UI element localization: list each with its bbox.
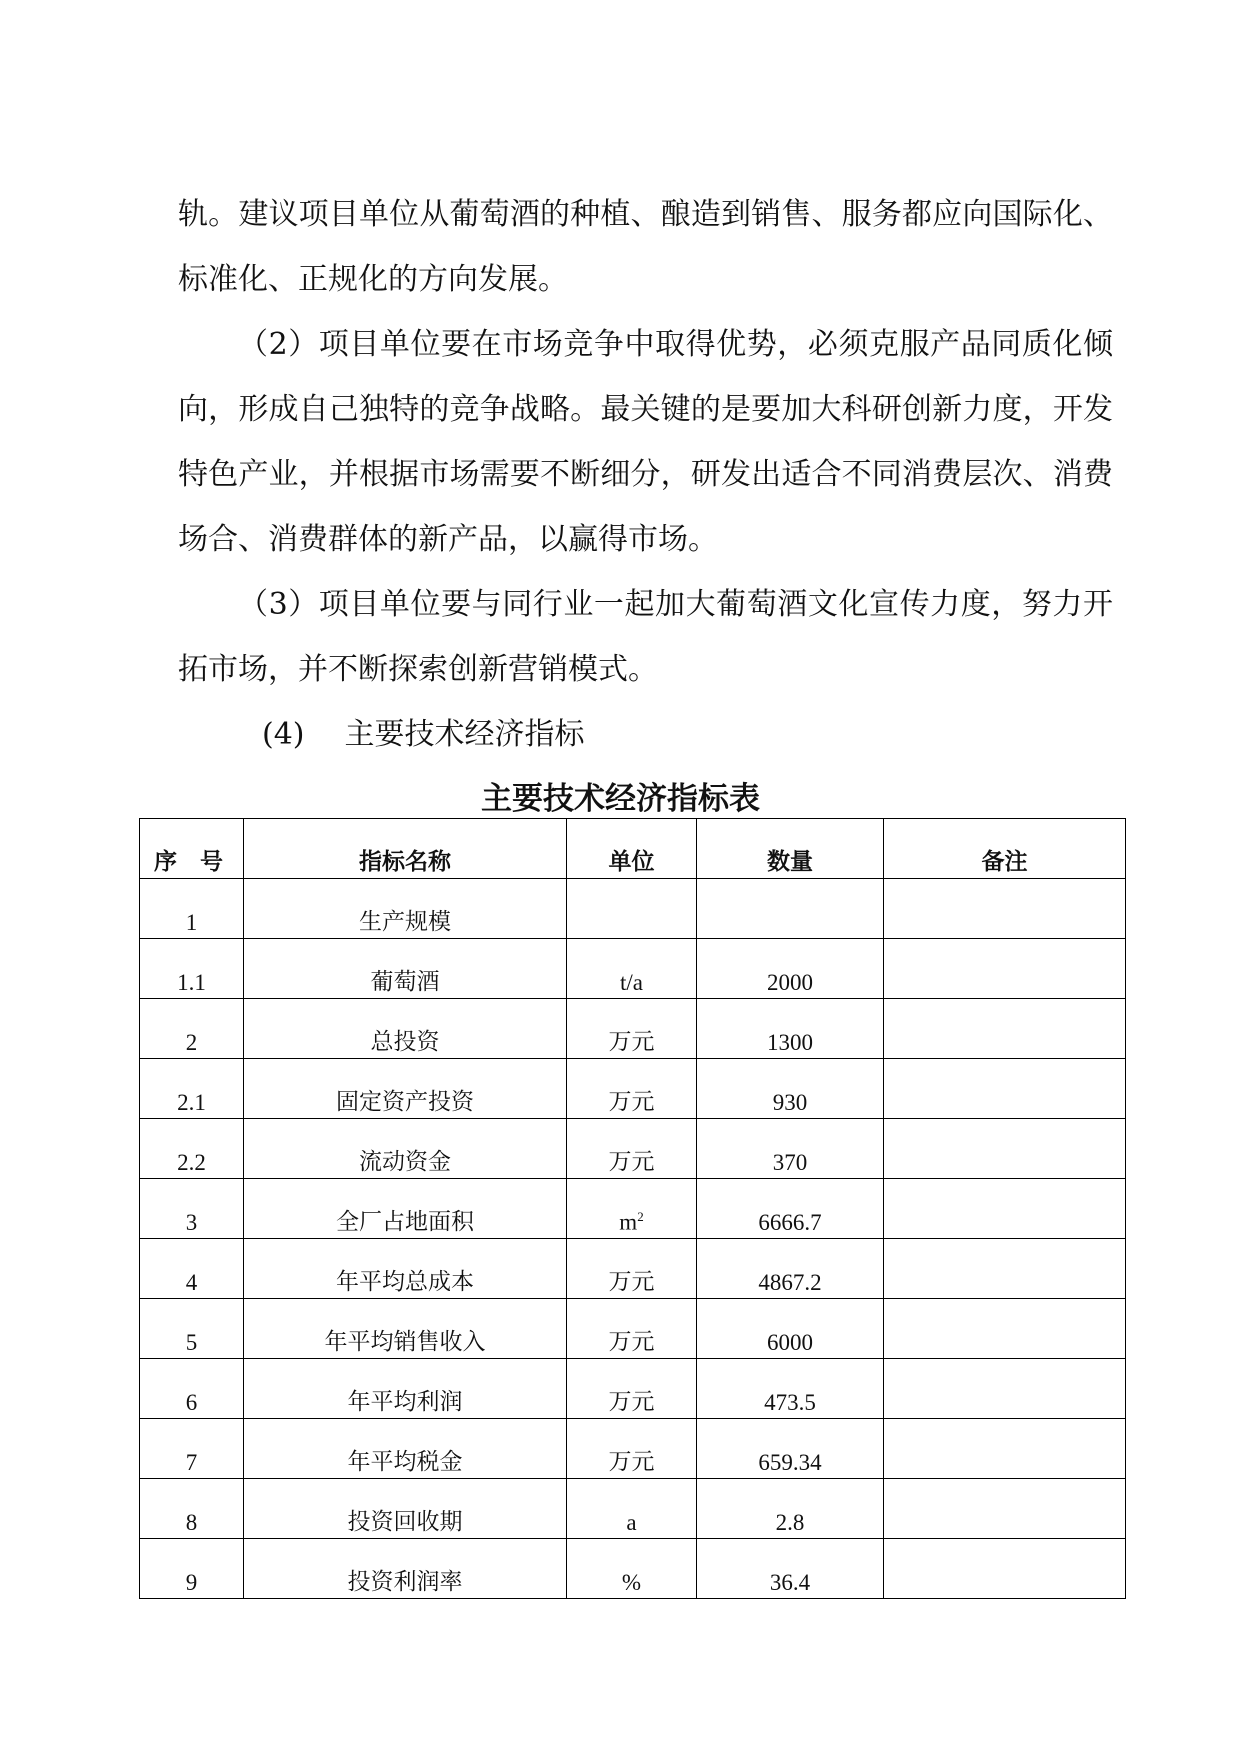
cell-unit: t/a [567,939,697,999]
cell-name: 年平均总成本 [244,1239,567,1299]
cell-note [884,1179,1126,1239]
cell-unit: % [567,1539,697,1599]
cell-name: 流动资金 [244,1119,567,1179]
cell-name: 固定资产投资 [244,1059,567,1119]
cell-note [884,1119,1126,1179]
table-row [140,939,1126,999]
table-row [140,1539,1126,1599]
cell-name: 葡萄酒 [244,939,567,999]
section-heading: 主要技术经济指标 [344,717,585,752]
cell-qty: 2.8 [697,1479,884,1539]
cell-name: 投资利润率 [244,1539,567,1599]
table-row [140,879,1126,939]
paragraph-4 [262,702,1197,767]
cell-name: 年平均利润 [244,1359,567,1419]
cell-unit: $m^2$ [567,1179,697,1239]
cell-unit: 万元 [567,1239,697,1299]
cell-qty: 659.34 [697,1419,884,1479]
table-row [140,1419,1126,1479]
cell-unit: 万元 [567,999,697,1059]
table-title: 主要技术经济指标表 [481,781,760,817]
header-name: 指标名称 [244,819,567,879]
cell-name: 总投资 [244,999,567,1059]
table-row [140,1119,1126,1179]
cell-seq: 3 [140,1179,244,1239]
cell-qty: 1300 [697,999,884,1059]
cell-name: 投资回收期 [244,1479,567,1539]
table-row [140,1179,1126,1239]
cell-unit: 万元 [567,1119,697,1179]
header-seq: 序 号 [140,819,244,879]
section-number: (4) [262,717,305,752]
cell-qty: 473.5 [697,1359,884,1419]
cell-note [884,1359,1126,1419]
cell-note [884,1479,1126,1539]
table-row [140,999,1126,1059]
header-note: 备注 [884,819,1126,879]
cell-unit: 万元 [567,1359,697,1419]
cell-qty: 930 [697,1059,884,1119]
cell-seq: 9 [140,1539,244,1599]
table-row [140,1359,1126,1419]
cell-seq: 8 [140,1479,244,1539]
cell-seq: 5 [140,1299,244,1359]
cell-name: 全厂占地面积 [244,1179,567,1239]
paragraph-1: 轨。建议项目单位从葡萄酒的种植、酿造到销售、服务都应向国际化、标准化、正规化的方向发展。 [178,197,1113,297]
cell-note [884,1059,1126,1119]
cell-qty [697,879,884,939]
header-unit: 单位 [567,819,697,879]
cell-note [884,1419,1126,1479]
cell-seq: 2.1 [140,1059,244,1119]
cell-qty: 4867.2 [697,1239,884,1299]
cell-seq: 4 [140,1239,244,1299]
cell-note [884,1239,1126,1299]
indicator-table [139,818,1126,1599]
cell-unit: 万元 [567,1059,697,1119]
cell-seq: 2 [140,999,244,1059]
cell-unit: 万元 [567,1419,697,1479]
cell-unit [567,879,697,939]
cell-name: 年平均税金 [244,1419,567,1479]
cell-name: 年平均销售收入 [244,1299,567,1359]
cell-seq: 1.1 [140,939,244,999]
unit-superscript: 2 [637,1209,644,1225]
cell-note [884,999,1126,1059]
cell-note [884,1539,1126,1599]
cell-seq: 2.2 [140,1119,244,1179]
cell-unit: 万元 [567,1299,697,1359]
cell-qty: 2000 [697,939,884,999]
cell-note [884,879,1126,939]
cell-seq: 1 [140,879,244,939]
cell-qty: 36.4 [697,1539,884,1599]
cell-name: 生产规模 [244,879,567,939]
table-row [140,1059,1126,1119]
table-row [140,1239,1126,1299]
table-row [140,1479,1126,1539]
cell-note [884,939,1126,999]
paragraph-2: （2）项目单位要在市场竞争中取得优势，必须克服产品同质化倾向，形成自己独特的竞争战略。最关键的是要加大科研创新力度，开发特色产业，并根据市场需要不断细分，研发出适合不同消费层次、消费场合、消费群体的新产品，以赢得市场。 [178,327,1113,557]
table-row [140,1299,1126,1359]
cell-seq: 7 [140,1419,244,1479]
paragraph-3: （3）项目单位要与同行业一起加大葡萄酒文化宣传力度，努力开拓市场，并不断探索创新营销模式。 [178,587,1113,687]
cell-qty: 370 [697,1119,884,1179]
cell-seq: 6 [140,1359,244,1419]
cell-qty: 6666.7 [697,1179,884,1239]
cell-unit: a [567,1479,697,1539]
cell-note [884,1299,1126,1359]
table-header-row [140,819,1126,879]
header-qty: 数量 [697,819,884,879]
cell-qty: 6000 [697,1299,884,1359]
